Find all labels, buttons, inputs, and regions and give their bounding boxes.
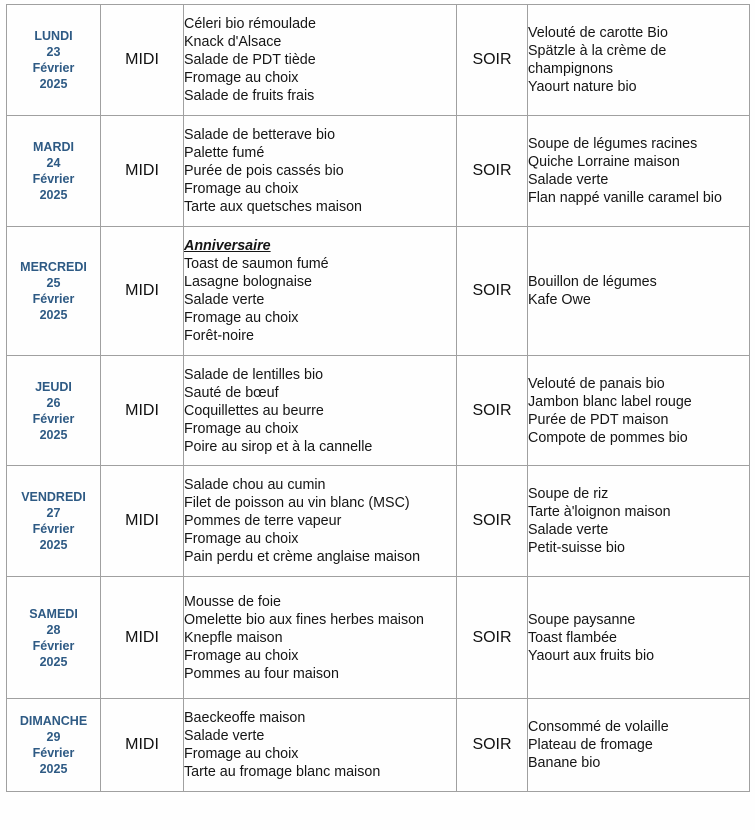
lunch-item: Tarte au fromage blanc maison	[184, 764, 381, 780]
lunch-item: Sauté de bœuf	[184, 384, 279, 401]
soir-label: SOIR	[457, 699, 528, 792]
dinner-item: Velouté de panais bio	[528, 375, 665, 392]
menu-row	[7, 699, 750, 792]
lunch-item: Lasagne bolognaise	[184, 274, 312, 290]
lunch-item: Omelette bio aux fines herbes maison	[184, 611, 424, 628]
dinner-item: Quiche Lorraine maison	[528, 154, 680, 170]
lunch-item: Fromage au choix	[184, 531, 299, 547]
weekly-menu-table	[6, 4, 750, 792]
day-month: Février	[32, 522, 75, 536]
lunch-menu	[184, 699, 457, 792]
day-date: 28	[46, 622, 61, 637]
day-date: 26	[46, 395, 61, 410]
menu-row	[7, 466, 750, 577]
day-cell	[7, 699, 101, 792]
lunch-item: Coquillettes au beurre	[184, 402, 324, 419]
lunch-menu	[184, 577, 457, 699]
menu-row	[7, 116, 750, 227]
lunch-item: Pommes de terre vapeur	[184, 513, 342, 529]
soir-label: SOIR	[457, 577, 528, 699]
day-month: Février	[32, 638, 75, 653]
lunch-item: Baeckeoffe maison	[184, 710, 306, 726]
day-name: SAMEDI	[29, 606, 78, 621]
menu-row	[7, 5, 750, 116]
day-name: MARDI	[33, 140, 74, 154]
special-occasion-label: Anniversaire	[184, 238, 271, 254]
midi-label: MIDI	[101, 699, 184, 792]
dinner-menu	[528, 227, 750, 356]
dinner-item: Yaourt aux fruits bio	[528, 647, 655, 664]
day-cell	[7, 466, 101, 577]
dinner-menu	[528, 5, 750, 116]
lunch-item: Tarte aux quetsches maison	[184, 199, 363, 215]
midi-label: MIDI	[101, 577, 184, 699]
day-cell	[7, 5, 101, 116]
lunch-item: Fromage au choix	[184, 420, 299, 437]
dinner-item: Soupe de légumes racines	[528, 136, 698, 152]
lunch-item: Pain perdu et crème anglaise maison	[184, 549, 421, 565]
lunch-item: Filet de poisson au vin blanc (MSC)	[184, 495, 410, 511]
lunch-item: Palette fumé	[184, 145, 265, 161]
day-name: VENDREDI	[21, 490, 86, 504]
lunch-item: Purée de pois cassés bio	[184, 163, 344, 179]
soir-label: SOIR	[457, 466, 528, 577]
lunch-item: Mousse de foie	[184, 593, 281, 610]
lunch-item: Salade verte	[184, 728, 265, 744]
dinner-item: Soupe de riz	[528, 486, 609, 502]
lunch-menu	[184, 466, 457, 577]
dinner-item: Yaourt nature bio	[528, 79, 637, 95]
dinner-item: Consommé de volaille	[528, 719, 669, 735]
dinner-item: Salade verte	[528, 172, 609, 188]
day-date: 27	[46, 506, 61, 520]
soir-label: SOIR	[457, 116, 528, 227]
day-year: 2025	[39, 427, 68, 442]
day-cell	[7, 356, 101, 466]
day-year: 2025	[39, 308, 68, 322]
dinner-item: Petit-suisse bio	[528, 540, 625, 556]
day-date: 23	[46, 45, 61, 59]
dinner-item: Toast flambée	[528, 629, 618, 646]
lunch-item: Salade de fruits frais	[184, 88, 315, 104]
menu-row	[7, 227, 750, 356]
lunch-item: Fromage au choix	[184, 746, 299, 762]
day-date: 29	[46, 730, 61, 744]
day-month: Février	[32, 61, 75, 75]
day-year: 2025	[39, 654, 68, 669]
dinner-item: Banane bio	[528, 755, 601, 771]
midi-label: MIDI	[101, 5, 184, 116]
dinner-item: Soupe paysanne	[528, 611, 636, 628]
lunch-item: Salade de PDT tiède	[184, 52, 316, 68]
lunch-item: Toast de saumon fumé	[184, 256, 329, 272]
day-name: LUNDI	[34, 29, 73, 43]
lunch-item: Salade chou au cumin	[184, 477, 326, 493]
midi-label: MIDI	[101, 466, 184, 577]
midi-label: MIDI	[101, 116, 184, 227]
lunch-item: Knack d'Alsace	[184, 34, 282, 50]
dinner-item: Salade verte	[528, 522, 609, 538]
lunch-item: Pommes au four maison	[184, 665, 339, 682]
day-year: 2025	[39, 188, 68, 202]
dinner-item: Compote de pommes bio	[528, 429, 688, 446]
lunch-item: Céleri bio rémoulade	[184, 16, 316, 32]
lunch-item: Fromage au choix	[184, 647, 299, 664]
dinner-menu	[528, 116, 750, 227]
dinner-item: Bouillon de légumes	[528, 274, 657, 290]
day-name: JEUDI	[35, 379, 72, 394]
lunch-item: Salade de lentilles bio	[184, 366, 324, 383]
menu-row	[7, 577, 750, 699]
lunch-item: Knepfle maison	[184, 629, 283, 646]
soir-label: SOIR	[457, 356, 528, 466]
dinner-menu	[528, 356, 750, 466]
midi-label: MIDI	[101, 227, 184, 356]
lunch-item: Salade de betterave bio	[184, 127, 336, 143]
lunch-item: Fromage au choix	[184, 181, 299, 197]
dinner-item: Velouté de carotte Bio	[528, 25, 668, 41]
day-date: 25	[46, 276, 61, 290]
dinner-menu	[528, 466, 750, 577]
midi-label: MIDI	[101, 356, 184, 466]
lunch-menu	[184, 5, 457, 116]
day-month: Février	[32, 172, 75, 186]
dinner-item: Kafe Owe	[528, 292, 591, 308]
day-cell	[7, 227, 101, 356]
dinner-item: Spätzle à la crème de champignons	[528, 43, 667, 77]
dinner-item: Purée de PDT maison	[528, 411, 669, 428]
dinner-item: Tarte à'loignon maison	[528, 504, 671, 520]
soir-label: SOIR	[457, 5, 528, 116]
day-cell	[7, 116, 101, 227]
day-name: MERCREDI	[20, 260, 87, 274]
day-date: 24	[46, 156, 61, 170]
day-month: Février	[32, 746, 75, 760]
lunch-item: Fromage au choix	[184, 70, 299, 86]
lunch-item: Salade verte	[184, 292, 265, 308]
lunch-menu	[184, 227, 457, 356]
day-name: DIMANCHE	[19, 714, 88, 728]
dinner-item: Jambon blanc label rouge	[528, 393, 692, 410]
menu-row	[7, 356, 750, 466]
dinner-item: Flan nappé vanille caramel bio	[528, 190, 722, 206]
day-year: 2025	[39, 538, 68, 552]
day-month: Février	[32, 292, 75, 306]
day-year: 2025	[39, 77, 68, 91]
day-cell	[7, 577, 101, 699]
lunch-item: Fromage au choix	[184, 310, 299, 326]
dinner-menu	[528, 699, 750, 792]
lunch-menu	[184, 116, 457, 227]
day-year: 2025	[39, 762, 68, 776]
dinner-item: Plateau de fromage	[528, 737, 653, 753]
dinner-menu	[528, 577, 750, 699]
soir-label: SOIR	[457, 227, 528, 356]
lunch-item: Poire au sirop et à la cannelle	[184, 438, 373, 455]
lunch-menu	[184, 356, 457, 466]
lunch-item: Forêt-noire	[184, 328, 254, 344]
day-month: Février	[32, 411, 75, 426]
